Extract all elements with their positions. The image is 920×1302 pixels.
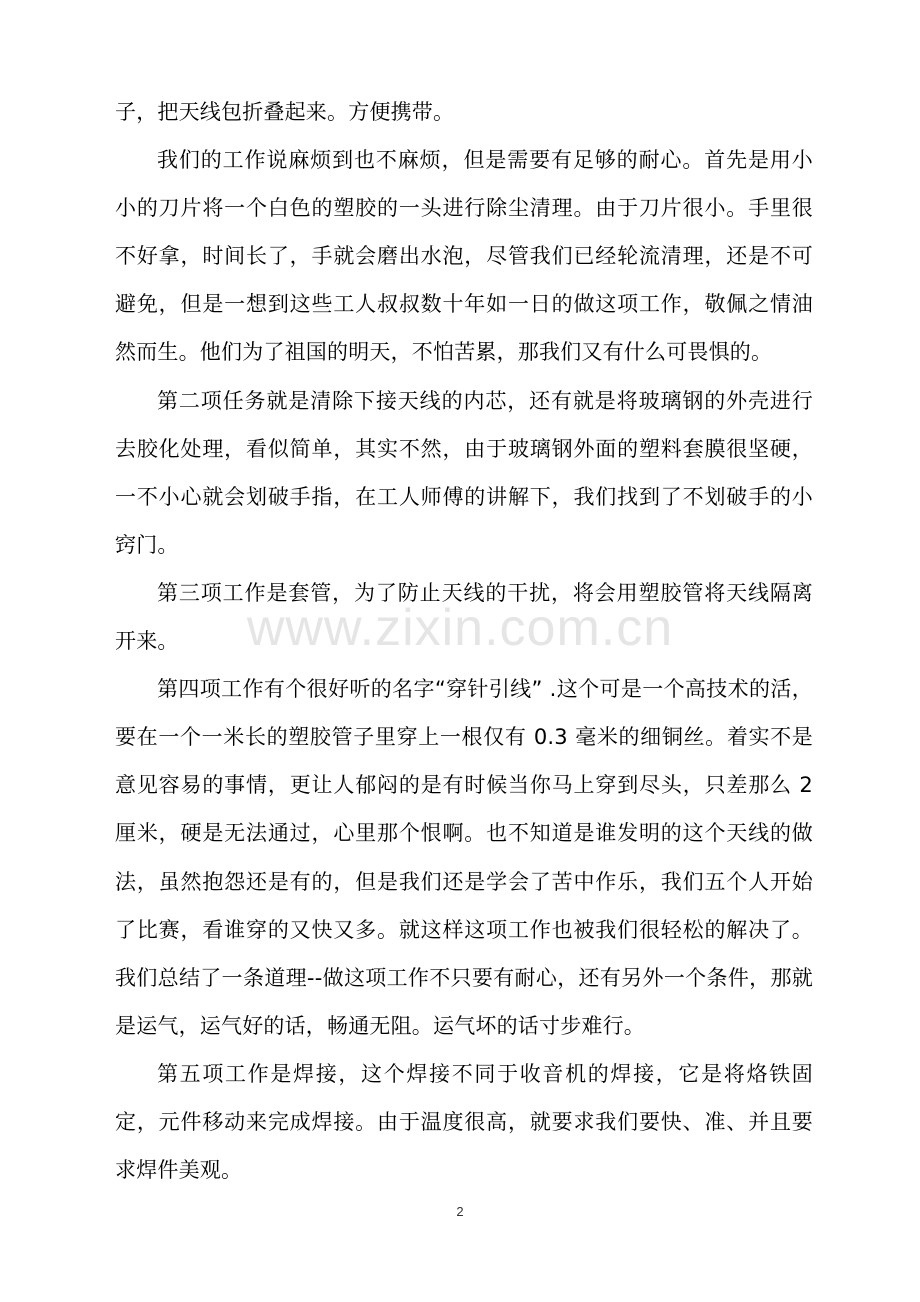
paragraph: 第四项工作有个很好听的名字“穿针引线” .这个可是一个高技术的活，要在一个一米长的塑胶管子里穿上一根仅有 0.3 毫米的细铜丝。着实不是意见容易的事情，更让人郁闷的是有时候当你马上穿到尽头，只差那么 2厘米，硬是无法通过，心里那个恨啊。也不知道是谁发明的这个天线的做法，虽然抱怨还是有的，但是我们还是学会了苦中作乐，我们五个人开始了比赛，看谁穿的又快又多。就这样这项工作也被我们很轻松的解决了。我们总结了一条道理--做这项工作不只要有耐心，还有另外一个条件，那就是运气，运气好的话，畅通无阻。运气坏的话寸步难行。 [115, 677, 813, 1038]
watermark: www.zixin.com.cn [246, 599, 674, 657]
page-number: 2 [456, 1204, 464, 1219]
paragraph: 第三项工作是套管，为了防止天线的干扰，将会用塑胶管将天线隔离开来。 [115, 580, 813, 654]
paragraph: 子，把天线包折叠起来。方便携带。 [115, 100, 455, 124]
paragraph: 我们的工作说麻烦到也不麻烦，但是需要有足够的耐心。首先是用小小的刀片将一个白色的塑胶的一头进行除尘清理。由于刀片很小。手里很不好拿，时间长了，手就会磨出水泡，尽管我们已经轮流清理，还是不可避免，但是一想到这些工人叔叔数十年如一日的做这项工作，敬佩之情油然而生。他们为了祖国的明天，不怕苦累，那我们又有什么可畏惧的。 [115, 148, 813, 365]
paragraph: 第五项工作是焊接，这个焊接不同于收音机的焊接，它是将烙铁固定，元件移动来完成焊接。由于温度很高，就要求我们要快、准、并且要求焊件美观。 [115, 1061, 813, 1183]
paragraph: 第二项任务就是清除下接天线的内芯，还有就是将玻璃钢的外壳进行去胶化处理，看似简单，其实不然，由于玻璃钢外面的塑料套膜很坚硬，一不小心就会划破手指，在工人师傅的讲解下，我们找到了不划破手的小窍门。 [115, 388, 813, 557]
document-body [115, 88, 813, 1194]
